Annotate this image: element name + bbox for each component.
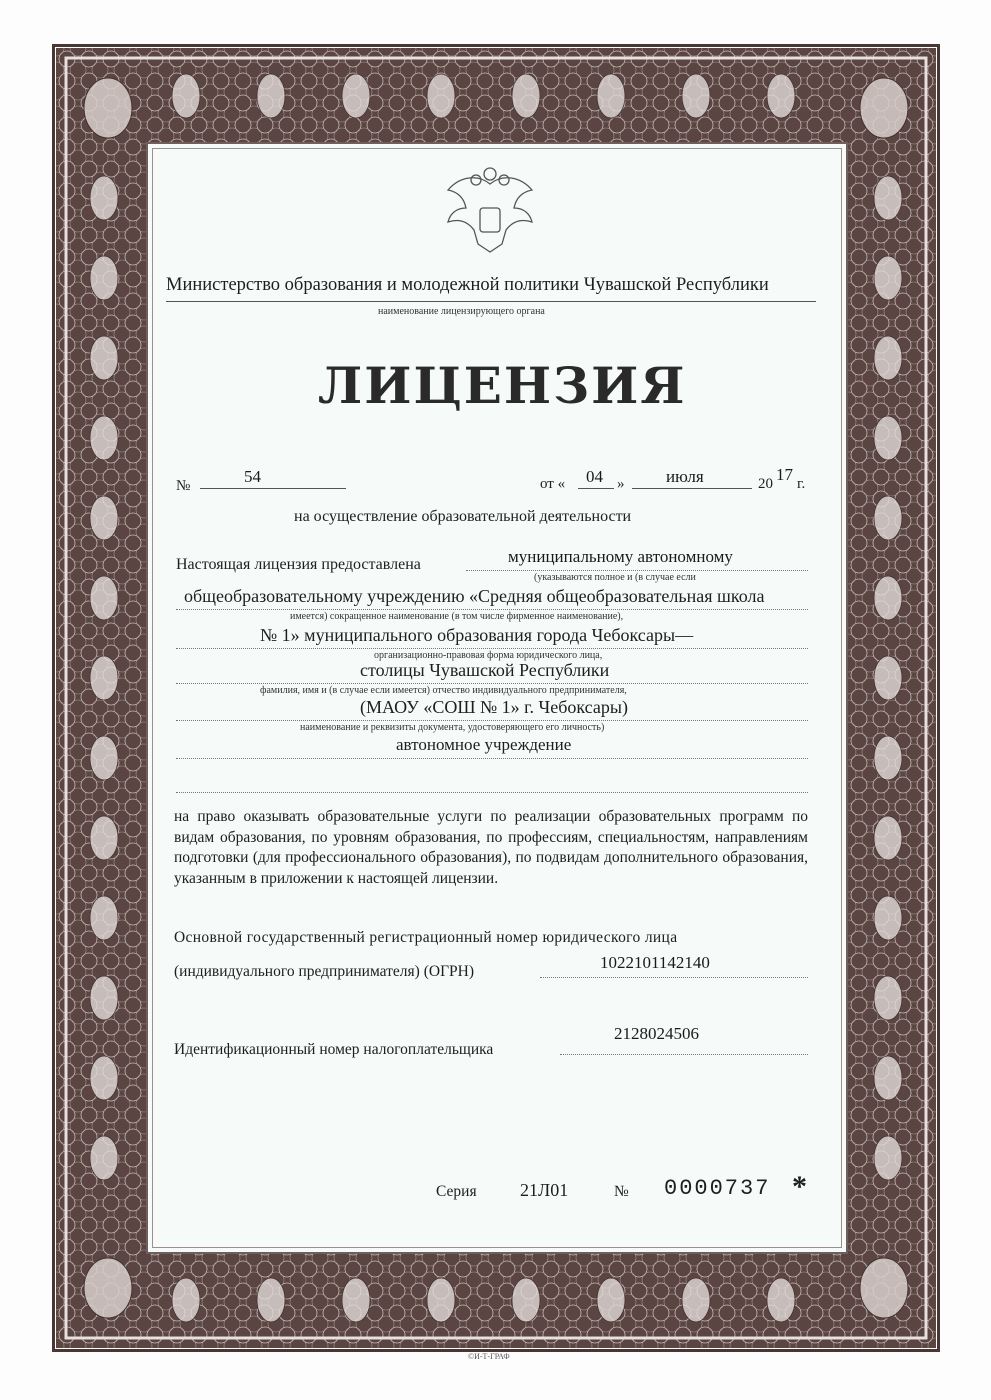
border-leaf-motif (874, 816, 902, 860)
date-year: 17 (776, 465, 793, 484)
border-leaf-motif (172, 1278, 200, 1322)
ogrn-value: 1022101142140 (600, 953, 710, 972)
document-title: ЛИЦЕНЗИЯ (318, 356, 687, 415)
date-day: 04 (586, 467, 603, 486)
border-leaf-motif (90, 1056, 118, 1100)
border-leaf-motif (874, 896, 902, 940)
border-leaf-motif (90, 976, 118, 1020)
border-leaf-motif (682, 74, 710, 118)
caption-3: организационно-правовая форма юридического лица, (374, 650, 603, 661)
border-leaf-motif (90, 496, 118, 540)
date-from-label: от « (540, 476, 566, 492)
border-leaf-motif (90, 336, 118, 380)
day-underline (578, 488, 614, 489)
rights-text: на право оказывать образовательные услуги по реализации образовательных программ по видам образования, по уровням образования, по профессиям, специальностям, направлениям подготовки (для профессионального образования), по подвидам дополнительного образования, указанным в приложении к настоящей лицензии. (174, 808, 808, 887)
border-leaf-motif (682, 1278, 710, 1322)
licensee-underline-1 (466, 570, 808, 571)
date-year-unit: г. (797, 476, 806, 492)
border-leaf-motif (342, 74, 370, 118)
border-leaf-motif (90, 656, 118, 700)
inn-underline (560, 1054, 808, 1055)
border-leaf-motif (767, 74, 795, 118)
printer-mark: ©И-Т-ГРАФ (468, 1352, 510, 1361)
licensee-line-6: автономное учреждение (396, 735, 572, 754)
inn-label: Идентификационный номер налогоплательщика (174, 1041, 494, 1058)
border-leaf-motif (874, 976, 902, 1020)
border-leaf-motif (874, 336, 902, 380)
licensee-underline-3 (176, 648, 808, 649)
ogrn-label-1: Основной государственный регистрационный номер юридического лица (174, 929, 678, 946)
granted-label: Настоящая лицензия предоставлена (176, 556, 421, 573)
licensee-line-5: (МАОУ «СОШ № 1» г. Чебоксары) (360, 697, 628, 717)
border-leaf-motif (874, 576, 902, 620)
ogrn-label-2: (индивидуального предпринимателя) (ОГРН) (174, 963, 475, 980)
border-leaf-motif (874, 656, 902, 700)
date-month: июля (666, 467, 704, 486)
border-leaf-motif (767, 1278, 795, 1322)
caption-1: (указываются полное и (в случае если (534, 572, 696, 583)
border-leaf-motif (512, 1278, 540, 1322)
border-leaf-motif (597, 1278, 625, 1322)
asterisk-mark: * (792, 1170, 807, 1203)
border-leaf-motif (90, 896, 118, 940)
border-leaf-motif (874, 176, 902, 220)
border-leaf-motif (257, 1278, 285, 1322)
series-label: Серия (436, 1183, 477, 1200)
license-number: 54 (244, 467, 261, 486)
border-leaf-motif (90, 416, 118, 460)
caption-2: имеется) сокращенное наименование (в том числе фирменное наименование), (290, 611, 624, 622)
border-leaf-motif (874, 256, 902, 300)
border-leaf-motif (257, 74, 285, 118)
inn-value: 2128024506 (614, 1024, 699, 1043)
coat-of-arms-icon (440, 164, 540, 260)
ministry-name: Министерство образования и молодежной политики Чувашской Республики (166, 275, 769, 295)
border-leaf-motif (874, 496, 902, 540)
licensee-line-3: № 1» муниципального образования города Чебоксары— (260, 625, 694, 645)
licensee-underline-7 (176, 792, 808, 793)
border-leaf-motif (90, 816, 118, 860)
border-leaf-motif (427, 74, 455, 118)
licensee-line-4: столицы Чувашской Республики (360, 660, 610, 680)
number-underline (200, 488, 346, 489)
ministry-underline (166, 301, 816, 302)
border-leaf-motif (172, 74, 200, 118)
border-leaf-motif (874, 1056, 902, 1100)
border-leaf-motif (427, 1278, 455, 1322)
border-leaf-motif (597, 74, 625, 118)
border-leaf-motif (874, 1136, 902, 1180)
licensee-underline-5 (176, 720, 808, 721)
licensee-line-2: общеобразовательному учреждению «Средняя общеобразовательная школа (184, 586, 765, 606)
border-leaf-motif (874, 736, 902, 780)
licensee-underline-6 (176, 758, 808, 759)
border-leaf-motif (512, 74, 540, 118)
caption-4: фамилия, имя и (в случае если имеется) отчество индивидуального предпринимателя, (260, 685, 627, 696)
border-leaf-motif (90, 576, 118, 620)
border-leaf-motif (90, 736, 118, 780)
serial-label: № (614, 1183, 629, 1200)
date-year-prefix: 20 (758, 476, 773, 492)
border-leaf-motif (90, 176, 118, 220)
licensee-underline-4 (176, 683, 808, 684)
ogrn-underline (540, 977, 808, 978)
series-value: 21Л01 (520, 1180, 569, 1200)
licensee-underline-2 (176, 609, 808, 610)
licensee-line-1: муниципальному автономному (508, 547, 733, 566)
border-leaf-motif (342, 1278, 370, 1322)
purpose-text: на осуществление образовательной деятельности (294, 508, 632, 525)
caption-5: наименование и реквизиты документа, удостоверяющего его личность) (300, 722, 605, 733)
border-leaf-motif (90, 256, 118, 300)
month-underline (632, 488, 752, 489)
border-leaf-motif (874, 416, 902, 460)
serial-number: 0000737 (664, 1176, 771, 1201)
border-leaf-motif (90, 1136, 118, 1180)
number-label: № (176, 478, 191, 494)
ministry-caption: наименование лицензирующего органа (378, 306, 545, 317)
date-close-quote: » (617, 476, 625, 492)
